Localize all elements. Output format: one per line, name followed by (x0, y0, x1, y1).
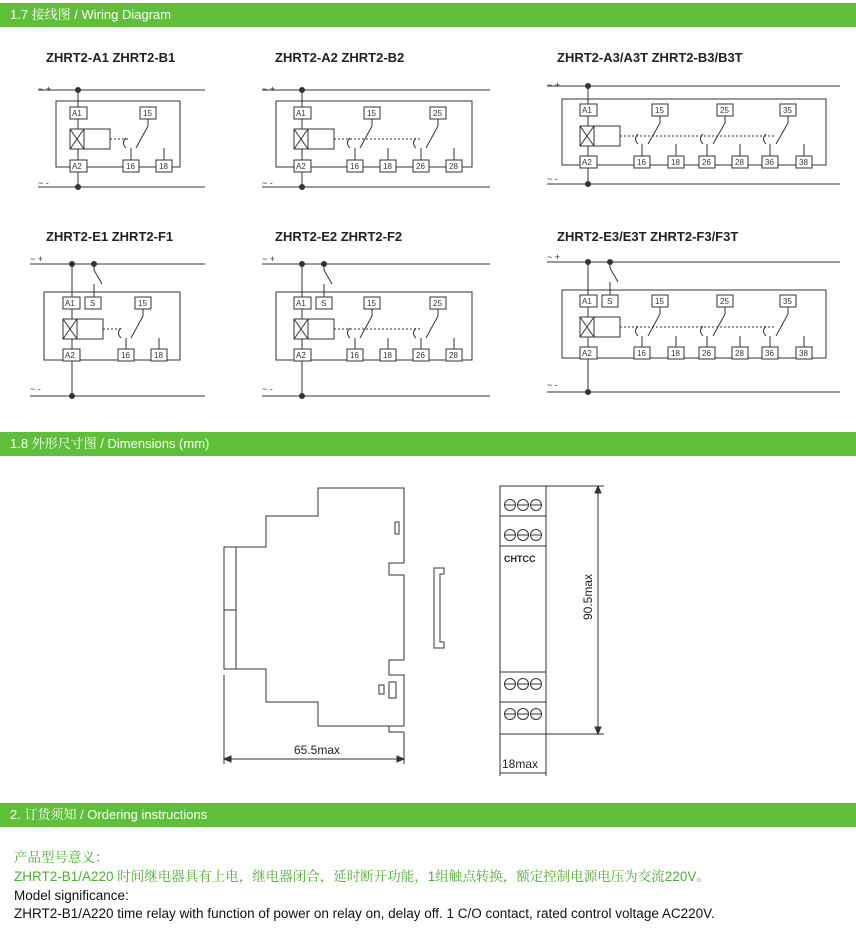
section-title: 2. 订货须知 / Ordering instructions (10, 807, 208, 822)
brand-logo-text: CHTCC (504, 554, 536, 564)
plus-label: ~ + (262, 84, 276, 94)
section-header-ordering (0, 803, 856, 827)
terminal-a2: A2 (296, 162, 306, 171)
plus-label: ~ + (38, 84, 52, 94)
section-header-dimensions (0, 432, 856, 456)
minus-label: ~ - (262, 178, 273, 188)
wiring-diagram-6 (547, 252, 840, 395)
diagram-title: ZHRT2-E2 ZHRT2-F2 (275, 229, 403, 244)
terminal-35: 35 (783, 106, 792, 115)
plus-label: ~ + (547, 252, 561, 262)
terminal-26: 26 (702, 349, 711, 358)
minus-label: ~ - (38, 178, 49, 188)
diagram-title: ZHRT2-A3/A3T ZHRT2-B3/B3T (557, 50, 743, 65)
terminal-s: S (90, 299, 96, 308)
terminal-25: 25 (433, 109, 442, 118)
terminal-18: 18 (154, 351, 163, 360)
side-profile-drawing (224, 488, 404, 764)
terminal-a1: A1 (65, 299, 75, 308)
terminal-36: 36 (765, 349, 774, 358)
terminal-a2: A2 (296, 351, 306, 360)
terminal-15: 15 (138, 299, 147, 308)
terminal-15: 15 (143, 109, 152, 118)
terminal-15: 15 (655, 106, 664, 115)
terminal-16: 16 (637, 158, 646, 167)
din-rail-drawing (434, 568, 444, 648)
terminal-28: 28 (735, 158, 744, 167)
terminal-36: 36 (765, 158, 774, 167)
terminal-a2: A2 (72, 162, 82, 171)
terminal-s: S (321, 299, 327, 308)
wiring-diagram-3 (547, 80, 840, 187)
minus-label: ~ - (262, 384, 273, 394)
model-meaning-text-zh: ZHRT2-B1/A220 时间继电器具有上电，继电器闭合，延时断开功能，1组触点转换，额定控制电源电压为交流220V。 (14, 869, 710, 884)
terminal-15: 15 (655, 297, 664, 306)
wiring-diagram-5 (262, 254, 490, 399)
wiring-diagram-1 (38, 84, 205, 190)
dimension-drawings (0, 470, 856, 800)
diagram-title: ZHRT2-E3/E3T ZHRT2-F3/F3T (557, 229, 739, 244)
terminal-25: 25 (433, 299, 442, 308)
model-significance-heading: Model significance: (14, 888, 129, 903)
width-dimension-label: 65.5max (294, 743, 341, 757)
terminal-16: 16 (121, 351, 130, 360)
plus-label: ~ + (262, 254, 276, 264)
terminal-15: 15 (367, 109, 376, 118)
terminal-26: 26 (416, 162, 425, 171)
terminal-38: 38 (799, 158, 808, 167)
terminal-a2: A2 (65, 351, 75, 360)
terminal-38: 38 (799, 349, 808, 358)
terminal-a1: A1 (72, 109, 82, 118)
terminal-a2: A2 (582, 158, 592, 167)
terminal-26: 26 (702, 158, 711, 167)
diagram-title: ZHRT2-E1 ZHRT2-F1 (46, 229, 174, 244)
terminal-a2: A2 (582, 349, 592, 358)
terminal-18: 18 (671, 349, 680, 358)
terminal-18: 18 (383, 162, 392, 171)
diagram-title: ZHRT2-A2 ZHRT2-B2 (275, 50, 405, 65)
terminal-a1: A1 (296, 109, 306, 118)
minus-label: ~ - (547, 174, 558, 184)
plus-label: ~ + (547, 80, 561, 90)
terminal-18: 18 (383, 351, 392, 360)
terminal-s: S (607, 297, 613, 306)
depth-dimension-label: 18max (502, 757, 539, 771)
terminal-28: 28 (449, 162, 458, 171)
model-meaning-heading-zh: 产品型号意义： (14, 850, 109, 865)
terminal-28: 28 (449, 351, 458, 360)
terminal-18: 18 (159, 162, 168, 171)
terminal-a1: A1 (582, 106, 592, 115)
wiring-diagrams (0, 0, 856, 430)
model-significance-text: ZHRT2-B1/A220 time relay with function of power on relay on, delay off. 1 C/O contact, rated control voltage AC220V. (14, 906, 715, 921)
terminal-28: 28 (735, 349, 744, 358)
wiring-diagram-2 (262, 84, 490, 190)
terminal-26: 26 (416, 351, 425, 360)
minus-label: ~ - (30, 384, 41, 394)
section-title: 1.7 接线图 / Wiring Diagram (10, 7, 172, 22)
terminal-18: 18 (671, 158, 680, 167)
height-dimension-label: 90.5max (581, 573, 595, 620)
terminal-25: 25 (720, 297, 729, 306)
section-title: 1.8 外形尺寸图 / Dimensions (mm) (10, 436, 210, 451)
terminal-25: 25 (720, 106, 729, 115)
terminal-16: 16 (637, 349, 646, 358)
minus-label: ~ - (547, 380, 558, 390)
front-view-drawing (500, 486, 604, 776)
terminal-a1: A1 (296, 299, 306, 308)
terminal-16: 16 (350, 351, 359, 360)
plus-label: ~ + (30, 254, 44, 264)
terminal-15: 15 (367, 299, 376, 308)
terminal-16: 16 (126, 162, 135, 171)
diagram-title: ZHRT2-A1 ZHRT2-B1 (46, 50, 176, 65)
wiring-diagram-4 (30, 254, 205, 399)
terminal-a1: A1 (582, 297, 592, 306)
terminal-35: 35 (783, 297, 792, 306)
terminal-16: 16 (350, 162, 359, 171)
